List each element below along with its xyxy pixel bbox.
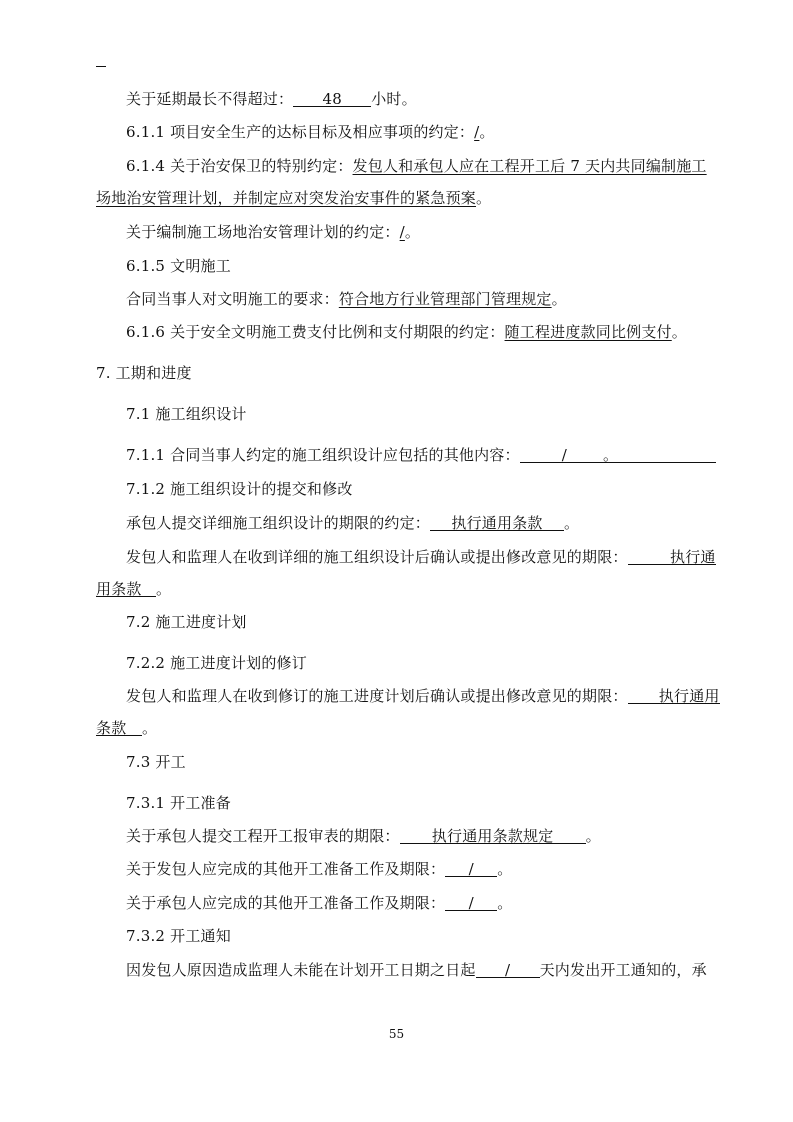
clause-7-2-2: 7.2.2 施工进度计划的修订 [126, 654, 307, 672]
civilized-construction-value: 符合地方行业管理部门管理规定 [338, 290, 552, 308]
section-7-1-heading: 7.1 施工组织设计 [126, 405, 247, 423]
top-dash [96, 66, 106, 67]
commencement-report-blank: 执行通用条款规定 [400, 826, 586, 844]
security-plan-value: / [399, 223, 405, 241]
employer-preparation-line: 关于发包人应完成的其他开工准备工作及期限： / 。 [126, 860, 513, 878]
clause-7-1-1-blank: / 。 [520, 445, 716, 463]
clause-6-1-4: 6.1.4 关于治安保卫的特别约定：发包人和承包人应在工程开工后 7 天内共同编制施工 [126, 157, 707, 175]
clause-7-3-2: 7.3.2 开工通知 [126, 927, 231, 945]
schedule-revision-continued: 条款 。 [96, 719, 158, 737]
submission-period-line: 承包人提交详细施工组织设计的期限的约定： 执行通用条款 。 [126, 514, 580, 532]
clause-7-3-1: 7.3.1 开工准备 [126, 794, 231, 812]
employer-preparation-blank: / [445, 859, 497, 877]
revision-period-blank-2: 用条款 [96, 579, 156, 597]
clause-6-1-4-value-line1: 发包人和承包人应在工程开工后 7 天内共同编制施工 [352, 157, 707, 175]
clause-6-1-1-value: / [474, 123, 480, 141]
revision-period-line: 发包人和监理人在收到详细的施工组织设计后确认或提出修改意见的期限： 执行通 [126, 548, 716, 566]
civilized-construction-line: 合同当事人对文明施工的要求：符合地方行业管理部门管理规定。 [126, 290, 567, 308]
clause-6-1-4-value-line2: 场地治安管理计划，并制定应对突发治安事件的紧急预案 [96, 189, 477, 207]
section-7-3-heading: 7.3 开工 [126, 753, 186, 771]
commencement-notice-line: 因发包人原因造成监理人未能在计划开工日期之日起 / 天内发出开工通知的，承 [126, 961, 707, 979]
submission-period-blank: 执行通用条款 [430, 513, 564, 531]
extension-limit-line: 关于延期最长不得超过： 48 小时。 [126, 90, 417, 108]
schedule-revision-blank-2: 条款 [96, 718, 142, 736]
clause-6-1-6: 6.1.6 关于安全文明施工费支付比例和支付期限的约定：随工程进度款同比例支付。 [126, 323, 687, 341]
clause-7-1-2: 7.1.2 施工组织设计的提交和修改 [126, 480, 353, 498]
clause-6-1-4-continued: 场地治安管理计划，并制定应对突发治安事件的紧急预案。 [96, 189, 492, 207]
commencement-report-line: 关于承包人提交工程开工报审表的期限： 执行通用条款规定 。 [126, 827, 601, 845]
schedule-revision-blank-1: 执行通用 [628, 686, 720, 704]
clause-6-1-5: 6.1.5 文明施工 [126, 257, 231, 275]
page-number: 55 [388, 1027, 405, 1041]
extension-hours-blank: 48 [293, 89, 371, 107]
contractor-preparation-line: 关于承包人应完成的其他开工准备工作及期限： / 。 [126, 894, 513, 912]
contractor-preparation-blank: / [445, 893, 497, 911]
section-7-heading: 7. 工期和进度 [96, 364, 192, 382]
security-plan-line: 关于编制施工场地治安管理计划的约定：/。 [126, 223, 421, 241]
revision-period-blank-1: 执行通 [628, 547, 716, 565]
clause-6-1-1: 6.1.1 项目安全生产的达标目标及相应事项的约定：/。 [126, 123, 495, 141]
commencement-notice-blank: / [476, 960, 540, 978]
clause-7-1-1: 7.1.1 合同当事人约定的施工组织设计应包括的其他内容： / 。 [126, 445, 716, 465]
clause-6-1-6-value: 随工程进度款同比例支付 [504, 323, 672, 341]
schedule-revision-line: 发包人和监理人在收到修订的施工进度计划后确认或提出修改意见的期限： 执行通用 [126, 687, 720, 705]
section-7-2-heading: 7.2 施工进度计划 [126, 613, 247, 631]
revision-period-continued: 用条款 。 [96, 580, 172, 598]
